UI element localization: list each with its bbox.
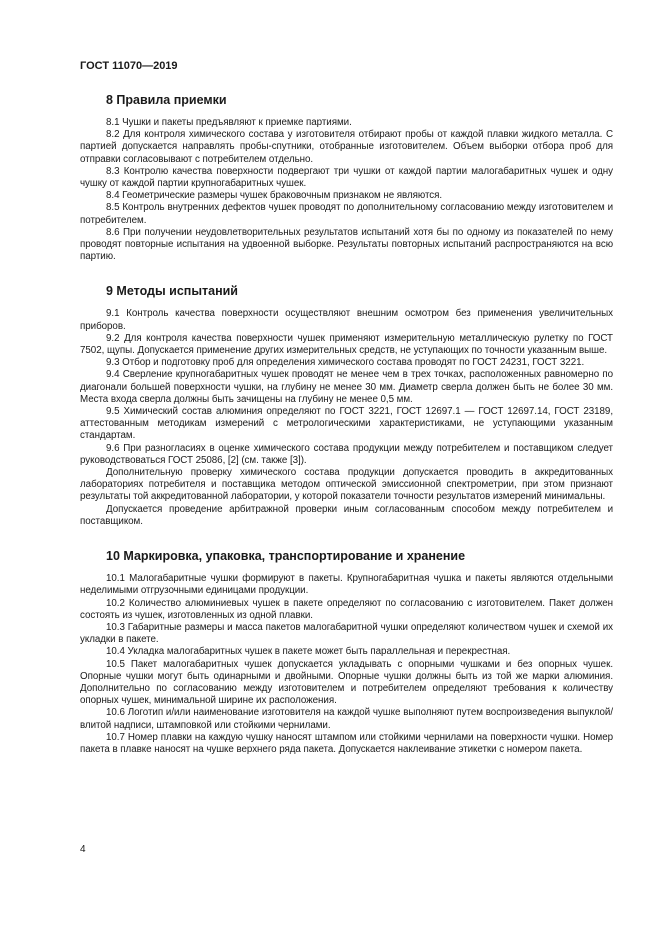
paragraph: 10.3 Габаритные размеры и масса пакетов малогабаритной чушки определяют количеством чушек и схемой их укладки в пакете. [80,621,613,646]
section-title: 10 Маркировка, упаковка, транспортирование и хранение [106,549,466,564]
paragraph: 9.3 Отбор и подготовку проб для определения химического состава проводят по ГОСТ 24231, ГОСТ 3221. [106,357,585,369]
paragraph: 9.6 При разногласиях в оценке химического состава продукции между потребителем и поставщиком следует руководствоваться ГОСТ 25086, [2] (см. также [3]). [80,442,613,466]
paragraph: 8.4 Геометрические размеры чушек браковочным признаком не являются. [106,190,443,202]
page-content [80,92,613,756]
section-8 [80,92,613,263]
paragraph: Дополнительную проверку химического состава продукции допускается проводить в аккредитованных лабораториях потребителя и поставщика методом оптической эмиссионной спектрометрии, при этом признают результаты той аккредитованной лаборатории, у которой показатели точности результатов измерений минимальны. [80,467,613,503]
section-9 [80,283,613,528]
paragraph: 9.2 Для контроля качества поверхности чушек применяют измерительную металлическую рулетку по ГОСТ 7502, щупы. Допускается применение других измерительных средств, не уступающих по точности указанным выше. [80,332,613,357]
paragraph: 10.7 Номер плавки на каждую чушку наносят штампом или стойкими чернилами на поверхности чушки. Номер пакета в плавке наносят на чушке верхнего ряда пакета. Допускается наклеивание этикетки с номером пакета. [80,731,613,755]
paragraph: 8.5 Контроль внутренних дефектов чушек проводят по дополнительному согласованию между изготовителем и потребителем. [80,202,613,226]
paragraph: 10.4 Укладка малогабаритных чушек в пакете может быть параллельная и перекрестная. [106,646,511,658]
section-title: 9 Методы испытаний [106,284,238,299]
paragraph: 10.5 Пакет малогабаритных чушек допускается укладывать с опорными чушками и без опорных чушек. Опорные чушки могут быть одинарными и двойными. Опорные чушки должны быть из той же марки алюминия. Дополнительно по согласованию между изготовителем и потребителем определяют требования к количеству опорных чушек, минимальной ширине их расположения. [80,658,613,707]
paragraph: 10.2 Количество алюминиевых чушек в пакете определяют по согласованию с изготовителем. Пакет должен состоять из чушек, изготовленных из одной плавки. [80,597,613,621]
paragraph: 10.1 Малогабаритные чушки формируют в пакеты. Крупногабаритная чушка и пакеты являются отдельными неделимыми отгрузочными единицами продукции. [80,573,613,597]
document-header: ГОСТ 11070—2019 [80,60,178,72]
section-10 [80,548,613,756]
paragraph: Допускается проведение арбитражной проверки иным согласованным способом между потребителем и поставщиком. [80,503,613,527]
paragraph: 8.2 Для контроля химического состава у изготовителя отбирают пробы от каждой плавки жидкого металла. С партией допускается направлять пробы-спутники, отобранные изготовителем. Объем выборки отбора проб для отправки согласовывают с потребителем отдельно. [80,129,613,165]
paragraph: 9.5 Химический состав алюминия определяют по ГОСТ 3221, ГОСТ 12697.1 — ГОСТ 12697.14, ГОСТ 23189, аттестованным методикам измерений с метрологическими характеристиками, не уступающими указанным стандартам. [80,406,613,442]
paragraph: 8.6 При получении неудовлетворительных результатов испытаний хотя бы по одному из показателей по нему проводят повторные испытания на удвоенной выборке. Результаты повторных испытаний распространяются на всю партию. [80,226,613,263]
paragraph: 9.4 Сверление крупногабаритных чушек проводят не менее чем в трех точках, расположенных равномерно по диагонали большей поверхности чушки, на глубину не менее 30 мм. Диаметр сверла должен быть не более 30 мм. Места входа сверла должны быть зачищены на глубину не менее 0,5 мм. [80,369,613,405]
paragraph: 9.1 Контроль качества поверхности осуществляют внешним осмотром без применения увеличительных приборов. [80,308,613,332]
page-number: 4 [80,844,86,855]
paragraph: 10.6 Логотип и/или наименование изготовителя на каждой чушке выполняют путем воспроизведения выпуклой/влитой надписи, штамповкой или стойкими чернилами. [80,707,613,731]
paragraph: 8.3 Контролю качества поверхности подвергают три чушки от каждой партии малогабаритных чушек и одну чушку от каждой партии крупногабаритных чушек. [80,165,613,190]
paragraph: 8.1 Чушки и пакеты предъявляют к приемке партиями. [106,117,352,128]
section-title: 8 Правила приемки [106,93,227,107]
